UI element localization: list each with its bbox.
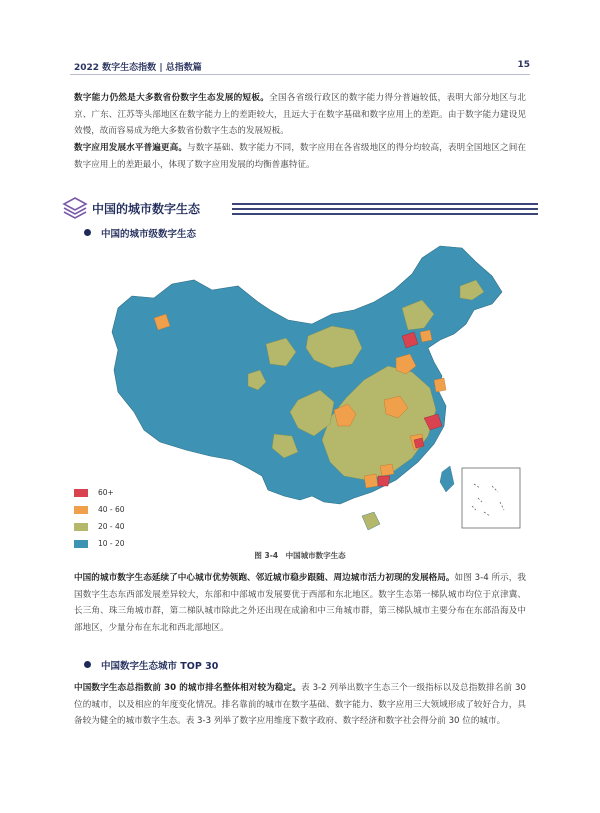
map-region-base [112,246,502,504]
paragraph-digital-application [74,140,526,173]
paragraph-lead: 数字应用发展水平普遍更高。 [74,143,188,153]
paragraph-body: 全国各省级行政区的数字能力得分普遍较低，表明大部分地区与北京、广东、江苏等头部地区在数字能力上的差距较大，且远大于在数字基础和数字应用上的差距。由于数字能力建设见效慢，故而容易成为绝大多数省份数字生态的发展短板。 [74,93,526,136]
page-header [0,0,600,74]
header-rule [70,74,530,75]
south-china-sea-inset [462,468,520,528]
paragraph-body: 与数字基础、数字能力不同，数字应用在各省级地区的得分均较高，表明全国地区之间在数字应用上的差距最小，体现了数字应用发展的均衡普惠特征。 [74,143,526,170]
heading-rule-lines [232,203,538,215]
section-heading [62,196,538,222]
paragraph-city-ecosystem [74,570,526,636]
paragraph-digital-capability [74,90,526,140]
paragraph-top30 [74,680,526,730]
legend-label: 10 - 20 [98,539,125,548]
subsection-title: 中国的城市级数字生态 [101,229,197,240]
legend-label: 40 - 60 [98,505,125,514]
paragraph-lead: 中国的城市数字生态延续了中心城市优势领跑、邻近城市稳步跟随、周边城市活力初现的发展格局。 [74,573,455,583]
report-title: 2022 数字生态指数 | 总指数篇 [74,63,202,73]
layers-icon [62,196,88,220]
subsection-title: 中国数字生态城市 TOP 30 [101,661,219,672]
bullet-icon [84,229,91,236]
legend-item [74,501,125,518]
china-city-map [62,240,538,540]
legend-item [74,484,125,501]
map-legend [74,484,125,552]
paragraph-lead: 中国数字生态总指数前 30 的城市排名整体相对较为稳定。 [74,683,302,693]
figure-caption: 图 3-4 中国城市数字生态 [254,551,346,560]
legend-swatch [74,489,88,497]
subsection-top30 [84,658,218,672]
subsection-city-level [84,226,196,240]
paragraph-body: 表 3-2 列举出数字生态三个一级指标以及总指数排名前 30 位的城市，以及相应的年度变化情况。排名靠前的城市在数字基础、数字能力、数字应用三大领域形成了较好合力，具备较为健全的城市数字生态。表 3-3 列举了数字应用维度下数字政府、数字经济和数字社会得分前 30 位的城市。 [74,683,526,726]
bullet-icon [84,661,91,668]
legend-label: 20 - 40 [98,522,125,531]
section-title: 中国的城市数字生态 [92,202,201,216]
paragraph-body: 如图 3-4 所示，我国数字生态东西部发展差异较大，东部和中部城市发展要优于西部和东北地区。数字生态第一梯队城市均位于京津冀、长三角、珠三角城市群，第二梯队城市除此之外还出现在成渝和中三角城市群，第三梯队城市主要分布在东部沿海及中部地区，少量分布在东北和西北部地区。 [74,573,526,633]
page-number: 15 [517,60,530,70]
legend-swatch [74,540,88,548]
legend-item [74,518,125,535]
legend-swatch [74,523,88,531]
legend-swatch [74,506,88,514]
paragraph-lead: 数字能力仍然是大多数省份数字生态发展的短板。 [74,93,270,103]
legend-label: 60+ [98,488,114,497]
